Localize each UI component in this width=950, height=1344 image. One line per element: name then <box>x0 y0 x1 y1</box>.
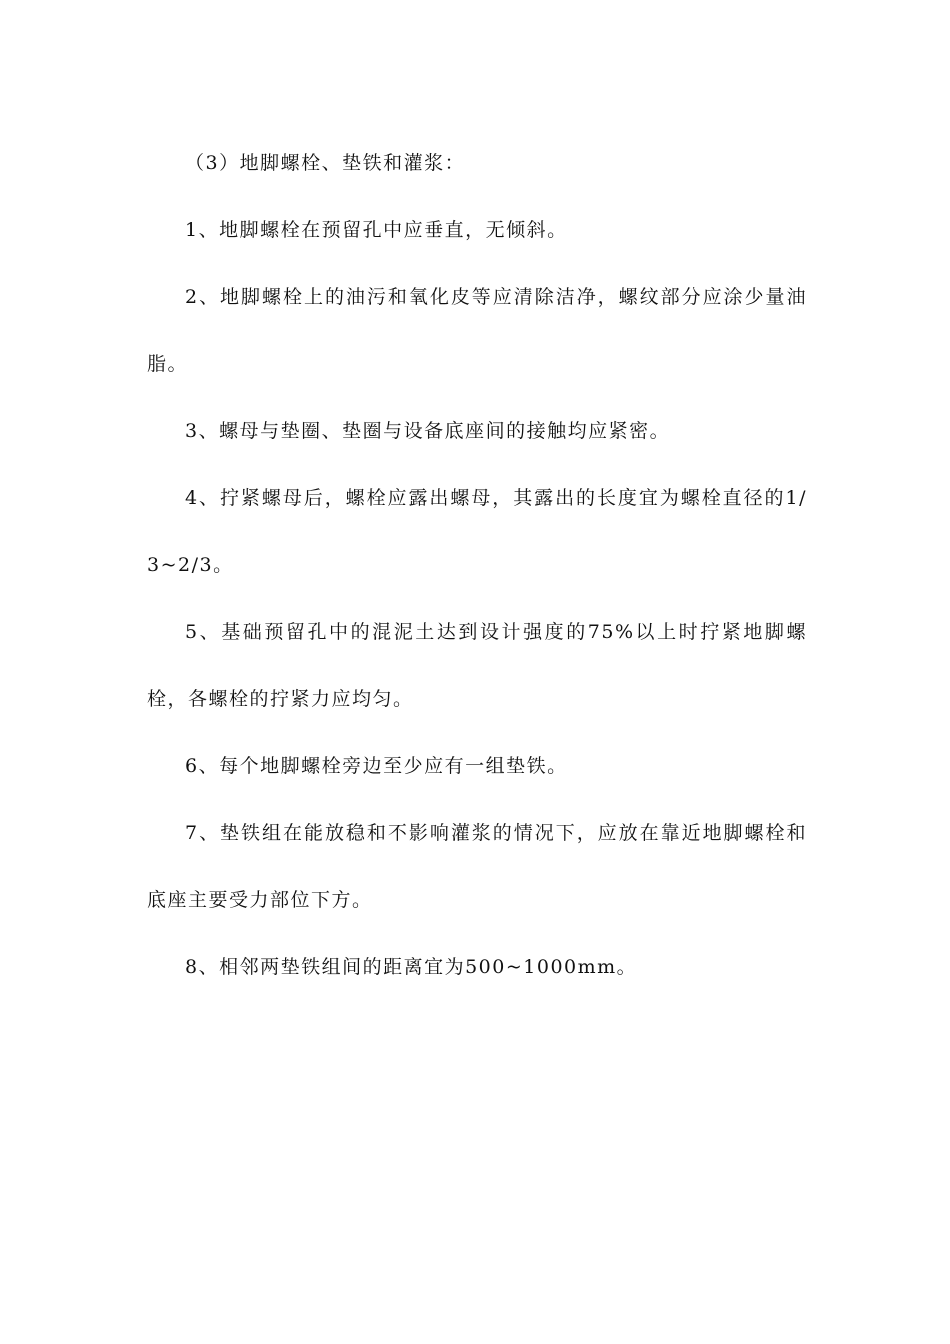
section-heading: （3）地脚螺栓、垫铁和灌浆： <box>185 152 466 174</box>
list-item-1: 1、地脚螺栓在预留孔中应垂直，无倾斜。 <box>185 219 568 241</box>
list-item-6: 6、每个地脚螺栓旁边至少应有一组垫铁。 <box>185 755 568 777</box>
list-item-7: 7、垫铁组在能放稳和不影响灌浆的情况下，应放在靠近地脚螺栓和底座主要受力部位下方。 <box>147 822 807 911</box>
list-item-2: 2、地脚螺栓上的油污和氧化皮等应清除洁净，螺纹部分应涂少量油脂。 <box>147 286 807 375</box>
list-item-4: 4、拧紧螺母后，螺栓应露出螺母，其露出的长度宜为螺栓直径的1/3~2/3。 <box>147 487 807 576</box>
document-body <box>147 130 807 1001</box>
list-item-3: 3、螺母与垫圈、垫圈与设备底座间的接触均应紧密。 <box>185 420 671 442</box>
list-item-8: 8、相邻两垫铁组间的距离宜为500~1000mm。 <box>185 956 638 978</box>
list-item-5: 5、基础预留孔中的混泥土达到设计强度的75%以上时拧紧地脚螺栓，各螺栓的拧紧力应均匀。 <box>147 621 807 710</box>
